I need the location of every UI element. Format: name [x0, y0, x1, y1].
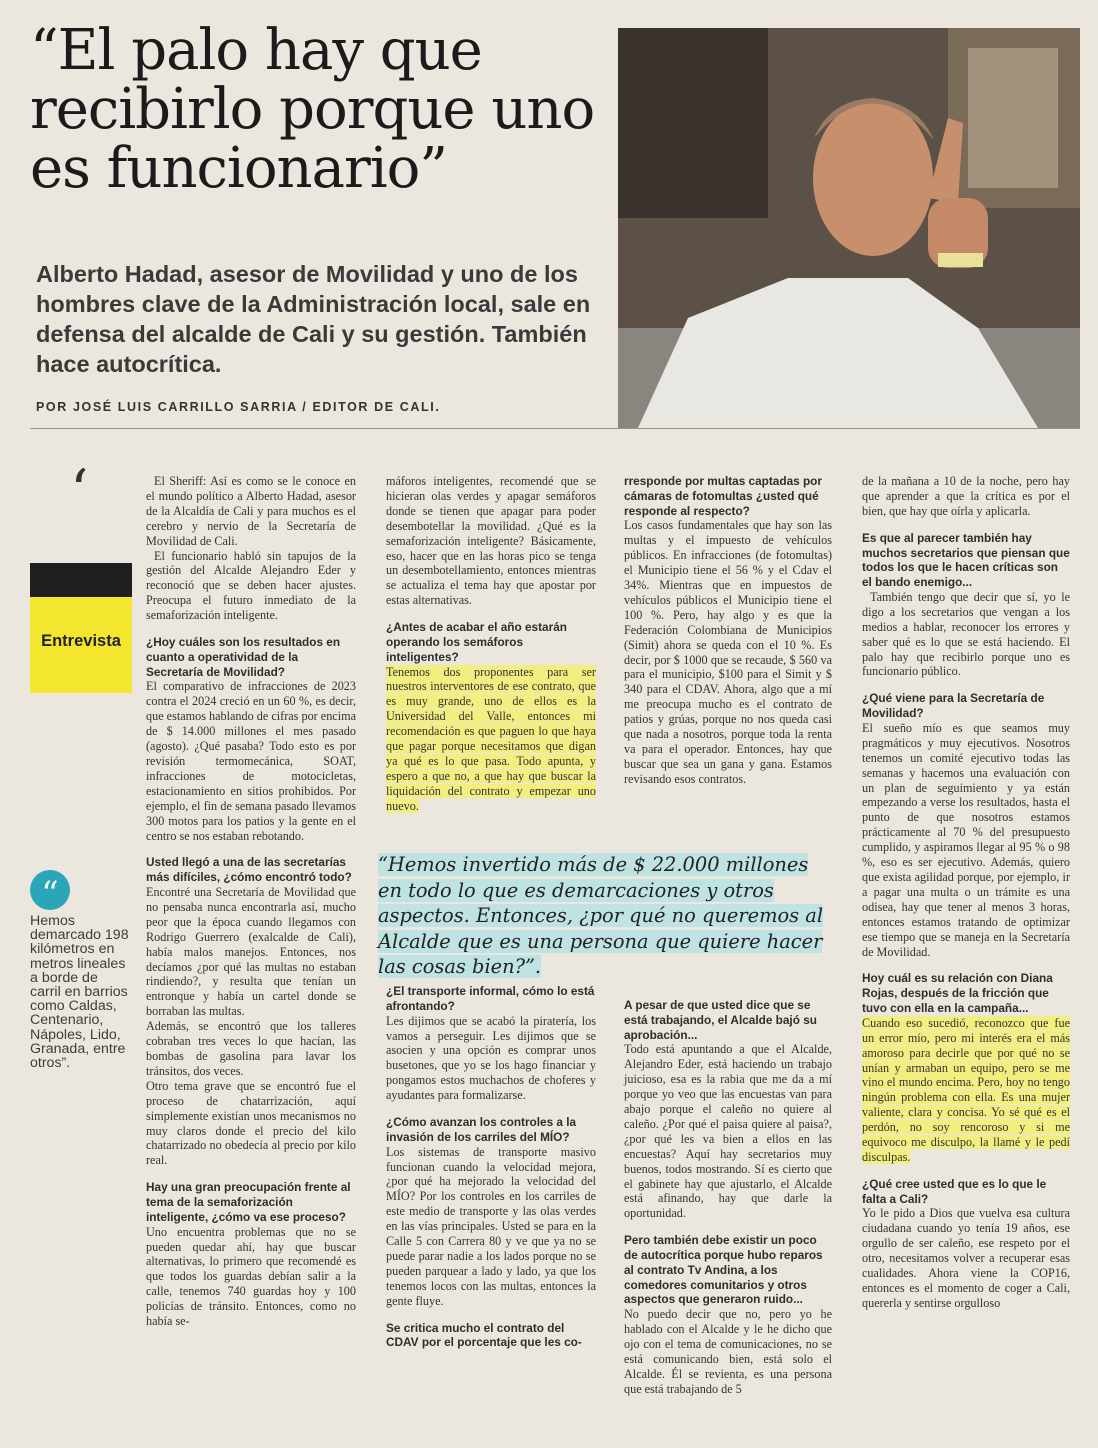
- question: ¿El transporte informal, cómo lo está afrontando?: [386, 984, 595, 1013]
- answer: [862, 1016, 1070, 1165]
- question: Usted llegó a una de las secretarías más difíciles, ¿cómo encontró todo?: [146, 855, 352, 885]
- quote-mark-icon: ‘: [70, 457, 89, 525]
- paragraph: El funcionario habló sin tapujos de la gestión del Alcalde Alejandro Eder y reconoció que se deben hacer ajustes. Preocupa el futuro inmediato de la semaforización inteligente.: [146, 548, 356, 623]
- portrait-photo: [618, 28, 1080, 428]
- question: ¿Qué viene para la Secretaría de Movilidad?: [862, 691, 1045, 721]
- answer: Yo le pido a Dios que vuelva esa cultura ciudadana cuando yo tenía 19 años, ese orgullo de ser caleño, ese respeto por el otro, necesitamos volver a recuperar esas cualidades. Ahora viene la COP16, entonces es el momento de coger a Cali, quererla y sentirse orgulloso: [862, 1206, 1070, 1310]
- article-column-3: [624, 474, 832, 787]
- answer: Otro tema grave que se encontró fue el proceso de chatarrización, aquí simplemente existían unos mecanismos no muy claros donde el precio del kilo chatarrizado no obedecía al precio por kilo real.: [146, 1078, 356, 1168]
- question: Hoy cuál es su relación con Diana Rojas, después de la fricción que tuvo con ella en la campaña...: [862, 971, 1053, 1016]
- big-pullquote-text: “Hemos invertido más de $ 22.000 millones en todo lo que es demarcaciones y otros aspectos. Entonces, ¿por qué no queremos al Alcalde que es una persona que quiere hacer las cosas bien?”.: [378, 853, 824, 978]
- paragraph: El Sheriff: Así es como se le conoce en el mundo político a Alberto Hadad, asesor de la Alcaldía de Cali y para muchos es el cerebro y nervio de la Secretaría de Movilidad de Cali.: [146, 474, 356, 548]
- question: ¿Qué cree usted que es lo que le falta a Cali?: [862, 1176, 1047, 1206]
- divider: [30, 428, 1080, 429]
- answer: El sueño mío es que seamos muy pragmáticos y muy ejecutivos. Nosotros tenemos un comité ejecutivo todas las semanas y hacemos una evaluación con un plan de seguimiento y ya están empezando a verse los resultados, hasta el punto de que nosotros estamos prácticamente al 70 % del presupuesto cumplido, y aspiramos llegar al 95 % o 98 %, eso es ser ejecutivo. Además, quiero que exista agilidad porque, por ejemplo, ir a pagar una multa o un trámite es una odisea, hay que tener al menos 3 horas, entonces estamos tratando de optimizar ese tiempo que se maneja en la Secretaría de Movilidad.: [862, 720, 1070, 959]
- answer: Les dijimos que se acabó la piratería, los vamos a perseguir. Les dijimos que se asocien y una opción es comprar unos busetones, que yo se los hago financiar y pongamos estos muchachos de choferes y ayudantes para formalizarse.: [386, 1013, 596, 1103]
- pullquote-mark-icon: “: [30, 870, 70, 910]
- answer: Encontré una Secretaría de Movilidad que no pensaba nunca encontrarla así, mucho peor que la época cuando llegamos con Rodrigo Guerrero (exalcalde de Cali), había malos manejos. Entonces, nos decíamos ¿por qué las multas no estaban rindiendo?, y resulta que tenían un entronque y había un cartel donde se borraban las multas.: [146, 885, 356, 1019]
- answer: Uno encuentra problemas que no se pueden quedar ahí, hay que buscar alternativas, lo primero que recomendé es que todos los guardas debían salir a la calle, tenemos 740 guardas hoy y 100 policías de tránsito. Entonces, como no había se-: [146, 1224, 356, 1329]
- big-pullquote: [378, 852, 838, 980]
- answer: Los casos fundamentales que hay son las multas y el impuesto de vehículos públicos. En infracciones (de fotomultas) el Municipio tiene el 56 % y el Cdav el 34%. Mientras que en impuestos de vehículos públicos el Municipio tiene el 100 %. Pero, hay algo y es que la Federación Colombiana de Municipios (Simit) ahora se queda con el 10 %. Es decir, por $ 1000 que se recaude, $ 560 va para el municipio, $100 para el Simit y $ 340 para el CDAV. Ahora, algo que a mí me preocupa mucho es el contrato de patios y grúas, porque no nos queda casi que nada a nosotros, porque toda la renta va para el operador. Entonces, hay que buscar que sea un gana y gana. Estamos revisando esos contratos.: [624, 518, 832, 786]
- section-tag: Entrevista: [41, 632, 121, 650]
- article-column-2-lower: [386, 984, 596, 1350]
- question: rresponde por multas captadas por cámaras de fotomultas ¿usted qué responde al respecto?: [624, 474, 822, 518]
- article-column-2: [386, 474, 596, 814]
- question: Hay una gran preocupación frente al tema de la semaforización inteligente, ¿cómo va ese proceso?: [146, 1180, 351, 1224]
- highlighted-answer: Tenemos dos proponentes para ser nuestros interventores de ese contrato, que es muy grande, uno de ellos es la Universidad del Valle, entonces mi recomendación es que paguen lo que haya que pagar porque necesitamos que digan ya qué es lo que pasa. Todo apunta, y espero a que no, a que hay que buscar la liquidación del contrato y empezar uno nuevo.: [386, 664, 596, 813]
- answer: El comparativo de infracciones de 2023 contra el 2024 creció en un 60 %, es decir, que estamos hablando de cifras por encima de $ 14.000 millones el mes pasado (agosto). ¿Qué pasaba? Todo esto es por revisión termomecánica, SOAT, infracciones de motocicletas, estacionamiento en sitios prohibidos. Por ejemplo, el fin de semana pasado llevamos 300 motos para los patios y la gente en el centro se nos estaban rebotando.: [146, 679, 356, 843]
- answer: Los sistemas de transporte masivo funcionan cuando la velocidad mejora, ¿por qué ha mejorado la velocidad del MÍO? Por los controles en los carriles de este medio de transporte y las olas verdes en las vías principales. Usted se para en la Calle 5 con Carrera 80 y ve que ya no se puede parar nadie a los lados porque no se pueden parquear a lado y lado, ya que los tenemos locos con las multas, entonces la gente fluye.: [386, 1144, 596, 1308]
- headline: “El palo hay que recibirlo porque uno es funcionario”: [30, 18, 595, 201]
- article-column-3-lower: [624, 998, 832, 1397]
- answer: No puedo decir que no, pero yo he hablado con el Alcalde y le he dicho que ojo con el tema de comunicaciones, no se está comunicando bien, está solo el Alcalde. Él se revienta, es una persona que está trabajando de 5: [624, 1307, 832, 1396]
- side-pullquote: Hemos demarcado 198 kilómetros en metros lineales a borde de carril en barrios como Caldas, Centenario, Nápoles, Lido, Granada, entre otros”.: [30, 913, 129, 1072]
- question: A pesar de que usted dice que se está trabajando, el Alcalde bajó su aprobación...: [624, 998, 817, 1042]
- byline: POR JOSÉ LUIS CARRILLO SARRIA / EDITOR DE CALI.: [36, 400, 441, 414]
- question: ¿Hoy cuáles son los resultados en cuanto a operatividad de la Secretaría de Movilidad?: [146, 635, 341, 679]
- question: Se critica mucho el contrato del CDAV por el porcentaje que les co-: [386, 1320, 582, 1350]
- paragraph: máforos inteligentes, recomendé que se hicieran olas verdes y apagar semáforos donde se tienen que apagar para poder desembotellar la movilidad. ¿Qué es la semaforización inteligente? Básicamente, eso, hacer que en las horas pico se tenga un desembotellamiento, entonces mientras se actualiza el tema hay que apostar por estas alternativas.: [386, 474, 596, 608]
- answer: [386, 665, 596, 814]
- answer: También tengo que decir que sí, yo le digo a los secretarios que vengan a los medios a hablar, reconocer los errores y saber qué es lo que se está haciendo. El palo hay que recibirlo porque uno es funcionario público.: [862, 589, 1070, 679]
- section-tag-bar: [30, 563, 132, 597]
- question: ¿Antes de acabar el año estarán operando los semáforos inteligentes?: [386, 620, 567, 664]
- paragraph: de la mañana a 10 de la noche, pero hay que aprender a que la crítica es por el bien, que hay que oírla y aplicarla.: [862, 474, 1070, 518]
- answer: Además, se encontró que los talleres cobraban tres veces lo que hacían, las bombas de gasolina para lavar los tránsitos, dos veces.: [146, 1019, 356, 1078]
- question: Pero también debe existir un poco de autocrítica porque hubo reparos al contrato Tv Andina, a los comedores comunitarios y otros aspectos que generaron ruido...: [624, 1233, 823, 1307]
- article-column-4: [862, 474, 1070, 1311]
- question: ¿Cómo avanzan los controles a la invasión de los carriles del MÍO?: [386, 1115, 577, 1144]
- article-column-1: [146, 474, 356, 1329]
- highlighted-answer: Cuando eso sucedió, reconozco que fue un error mío, pero mi interés era el más amoroso para decirle que por qué no se unían y armaban un equipo, pero se me vino el mundo encima. Pero, hoy no tengo ningún problema con ella. Es una mujer valiente, clara y concisa. Yo sé qué es el perdón, no soy rencoroso y si me equivoco me disculpo, la llamé y le pedí disculpas.: [862, 1015, 1070, 1164]
- subheadline: Alberto Hadad, asesor de Movilidad y uno de los hombres clave de la Administración local, sale en defensa del alcalde de Cali y su gestión. También hace autocrítica.: [36, 261, 591, 377]
- answer: Todo está apuntando a que el Alcalde, Alejandro Eder, está haciendo un trabajo juicioso, esa es la rabia que me da a mí porque yo veo que las encuestas van para abajo porque el caleño no quiere al caleño. ¿Por qué el paisa quiere al paisa?, ¿por qué les va bien a ellos en las encuestas? Aquí hay secretarios muy buenos, todos mostrando. Sí es cierto que el gabinete hay que ajustarlo, el Alcalde está afinando, hay que darle la oportunidad.: [624, 1042, 832, 1221]
- question: Es que al parecer también hay muchos secretarios que piensan que todos los que le hacen críticas son el bando enemigo...: [862, 530, 1070, 590]
